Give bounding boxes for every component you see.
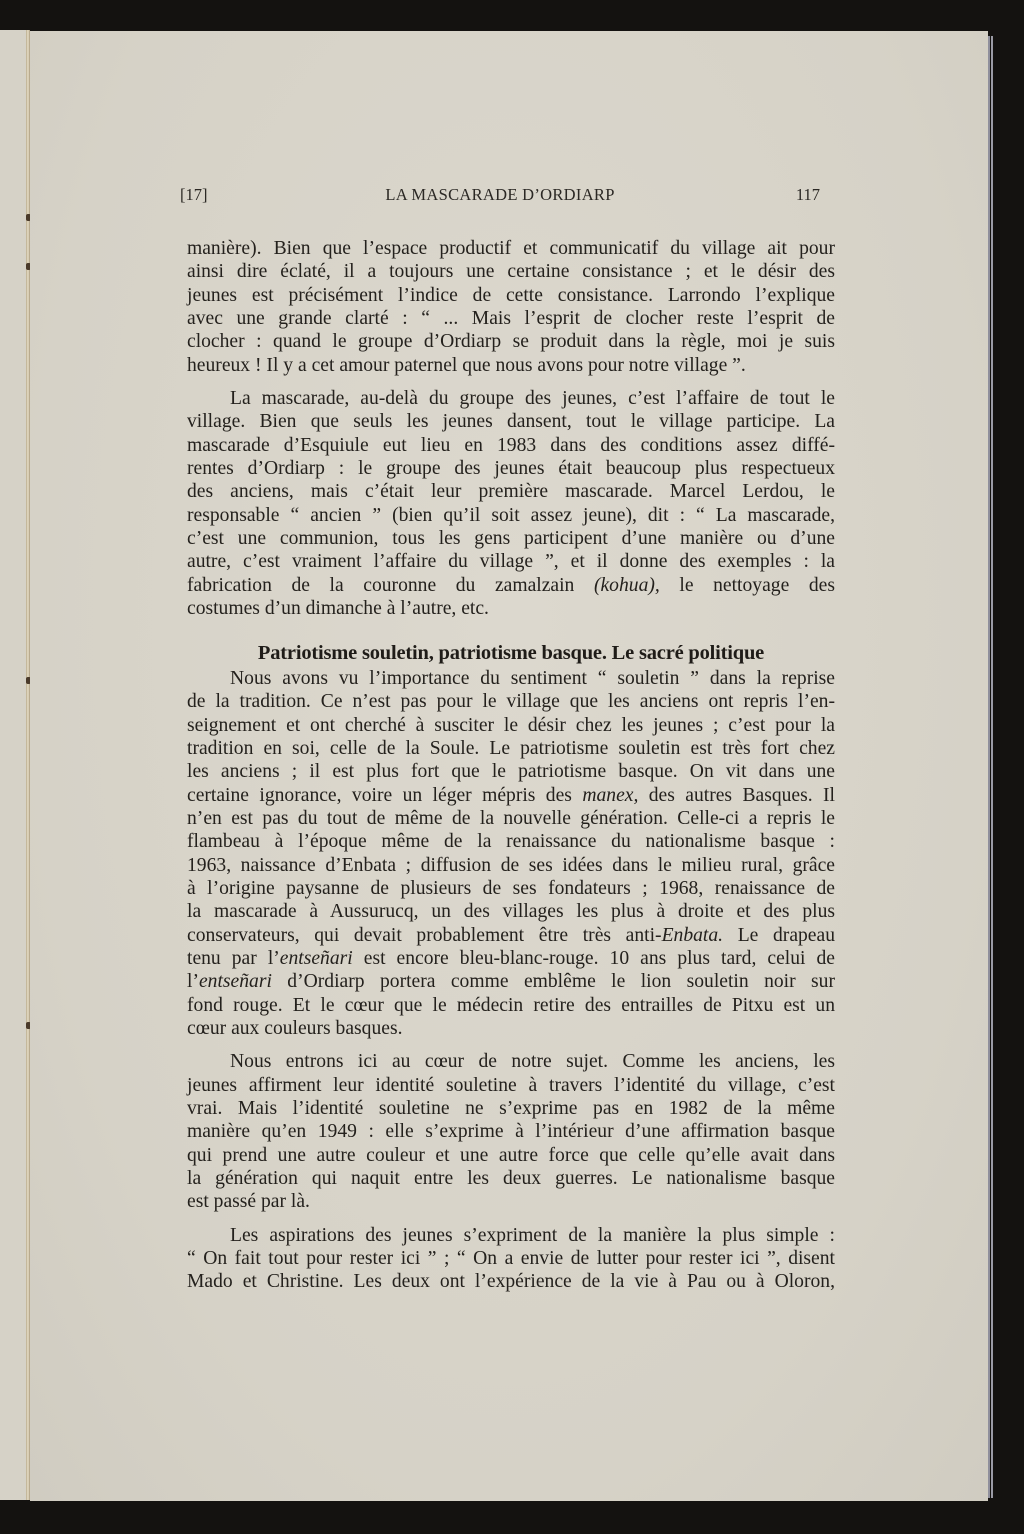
text-line: à l’origine paysanne de plusieurs de ses fondateurs ; 1968, renaissance de: [187, 877, 835, 899]
text-line: jeunes est précisément l’indice de cette consistance. Larrondo l’explique: [187, 284, 835, 306]
text-line: n’en est pas du tout de même de la nouvelle génération. Celle-ci a repris le: [187, 807, 835, 829]
text-line: rentes d’Ordiarp : le groupe des jeunes était beaucoup plus respectueux: [187, 458, 835, 480]
text-line: c’est une communion, tous les gens participent d’une manière ou d’une: [187, 528, 835, 550]
text-line: la mascarade à Aussurucq, un des villages les plus à droite et des plus: [187, 901, 835, 923]
paragraph-2: [187, 387, 835, 620]
facing-page-edge: [0, 30, 28, 1500]
text-line: tradition en soi, celle de la Soule. Le patriotisme souletin est très fort chez: [187, 737, 835, 759]
text-line: ainsi dire éclaté, il a toujours une certaine consistance ; et le désir des: [187, 261, 835, 283]
text-line: responsable “ ancien ” (bien qu’il soit assez jeune), dit : “ La mascarade,: [187, 504, 835, 526]
text-line-with-italic: tenu par l’entseñari est encore bleu-blanc-rouge. 10 ans plus tard, celui de: [187, 947, 835, 969]
section-heading: Patriotisme souletin, patriotisme basque. Le sacré politique: [257, 641, 765, 664]
page-stack-edge: [991, 36, 993, 1498]
page-number: 117: [795, 185, 820, 204]
text-line: avec une grande clarté : “ ... Mais l’esprit de clocher reste l’esprit de: [187, 308, 835, 330]
text-line: La mascarade, au-delà du groupe des jeunes, c’est l’affaire de tout le: [230, 388, 835, 410]
text-line: cœur aux couleurs basques.: [187, 1018, 403, 1039]
text-line: de la tradition. Ce n’est pas pour le village que les anciens ont repris l’en-: [187, 691, 835, 713]
body-text: [187, 237, 835, 1294]
text-line: mascarade d’Esquiule eut lieu en 1983 dans des conditions assez diffé-: [187, 434, 835, 456]
text-line-with-italic: fabrication de la couronne du zamalzain (kohua), le nettoyage des: [187, 574, 835, 596]
paragraph-1: [187, 237, 835, 377]
text-line: Les aspirations des jeunes s’expriment de la manière la plus simple :: [230, 1224, 835, 1246]
text-line: manière qu’en 1949 : elle s’exprime à l’intérieur d’une affirmation basque: [187, 1121, 835, 1143]
italic-term: entseñari: [198, 971, 272, 993]
text-line-with-italic: conservateurs, qui devait probablement être très anti-Enbata. Le drapeau: [187, 924, 835, 946]
paragraph-4: [187, 1050, 835, 1213]
text-line: fond rouge. Et le cœur que le médecin retire des entrailles de Pitxu est un: [187, 994, 835, 1016]
page-stack-edge: [988, 36, 990, 1498]
text-line: la génération qui naquit entre les deux guerres. Le nationalisme basque: [187, 1168, 835, 1190]
text-line: Nous entrons ici au cœur de notre sujet. Comme les anciens, les: [230, 1051, 835, 1073]
text-line: seignement et ont cherché à susciter le désir chez les jeunes ; c’est pour la: [187, 714, 835, 736]
text-line: manière). Bien que l’espace productif et communicatif du village ait pour: [187, 238, 835, 259]
text-line: qui prend une autre couleur et une autre force que celle qu’elle avait dans: [187, 1144, 835, 1166]
text-line: autre, c’est vraiment l’affaire du village ”, et il donne des exemples : la: [187, 551, 835, 573]
text-line: village. Bien que seuls les jeunes dansent, tout le village participe. La: [187, 411, 835, 433]
text-line-with-italic: certaine ignorance, voire un léger mépris des manex, des autres Basques. Il: [187, 784, 836, 806]
text-line: clocher : quand le groupe d’Ordiarp se produit dans la règle, moi je suis: [187, 331, 835, 353]
paragraph-3: [187, 667, 835, 1041]
text-line: 1963, naissance d’Enbata ; diffusion de ses idées dans le milieu rural, grâce: [187, 854, 835, 876]
running-title: LA MASCARADE D’ORDIARP: [385, 185, 615, 204]
text-line: flambeau à l’époque même de la renaissance du nationalisme basque :: [187, 831, 835, 853]
text-line: “ On fait tout pour rester ici ” ; “ On a envie de lutter pour rester ici ”, disent: [187, 1248, 835, 1270]
text-line: des anciens, mais c’était leur première mascarade. Marcel Lerdou, le: [187, 481, 835, 503]
text-line: Nous avons vu l’importance du sentiment “ souletin ” dans la reprise: [230, 667, 835, 689]
italic-term: Enbata.: [661, 924, 724, 946]
text-line: est passé par là.: [187, 1191, 310, 1213]
running-head: [180, 185, 820, 209]
text-line: Mado et Christine. Les deux ont l’expérience de la vie à Pau ou à Oloron,: [187, 1271, 835, 1293]
text-line: les anciens ; il est plus fort que le patriotisme basque. On vit dans une: [187, 761, 835, 783]
paragraph-5: [187, 1224, 835, 1294]
text-line: costumes d’un dimanche à l’autre, etc.: [187, 598, 489, 620]
italic-term: (kohua),: [593, 574, 660, 596]
italic-term: manex,: [582, 784, 639, 806]
text-line: vrai. Mais l’identité souletine ne s’exprime pas en 1982 de la même: [187, 1098, 835, 1120]
chapter-page-ref: [17]: [180, 185, 208, 204]
text-line: jeunes affirment leur identité souletine à travers l’identité du village, c’est: [187, 1074, 835, 1096]
italic-term: entseñari: [279, 947, 353, 969]
text-line: heureux ! Il y a cet amour paternel que nous avons pour notre village ”.: [187, 354, 746, 376]
text-line-with-italic: l’entseñari d’Ordiarp portera comme emblême le lion souletin noir sur: [187, 971, 835, 993]
